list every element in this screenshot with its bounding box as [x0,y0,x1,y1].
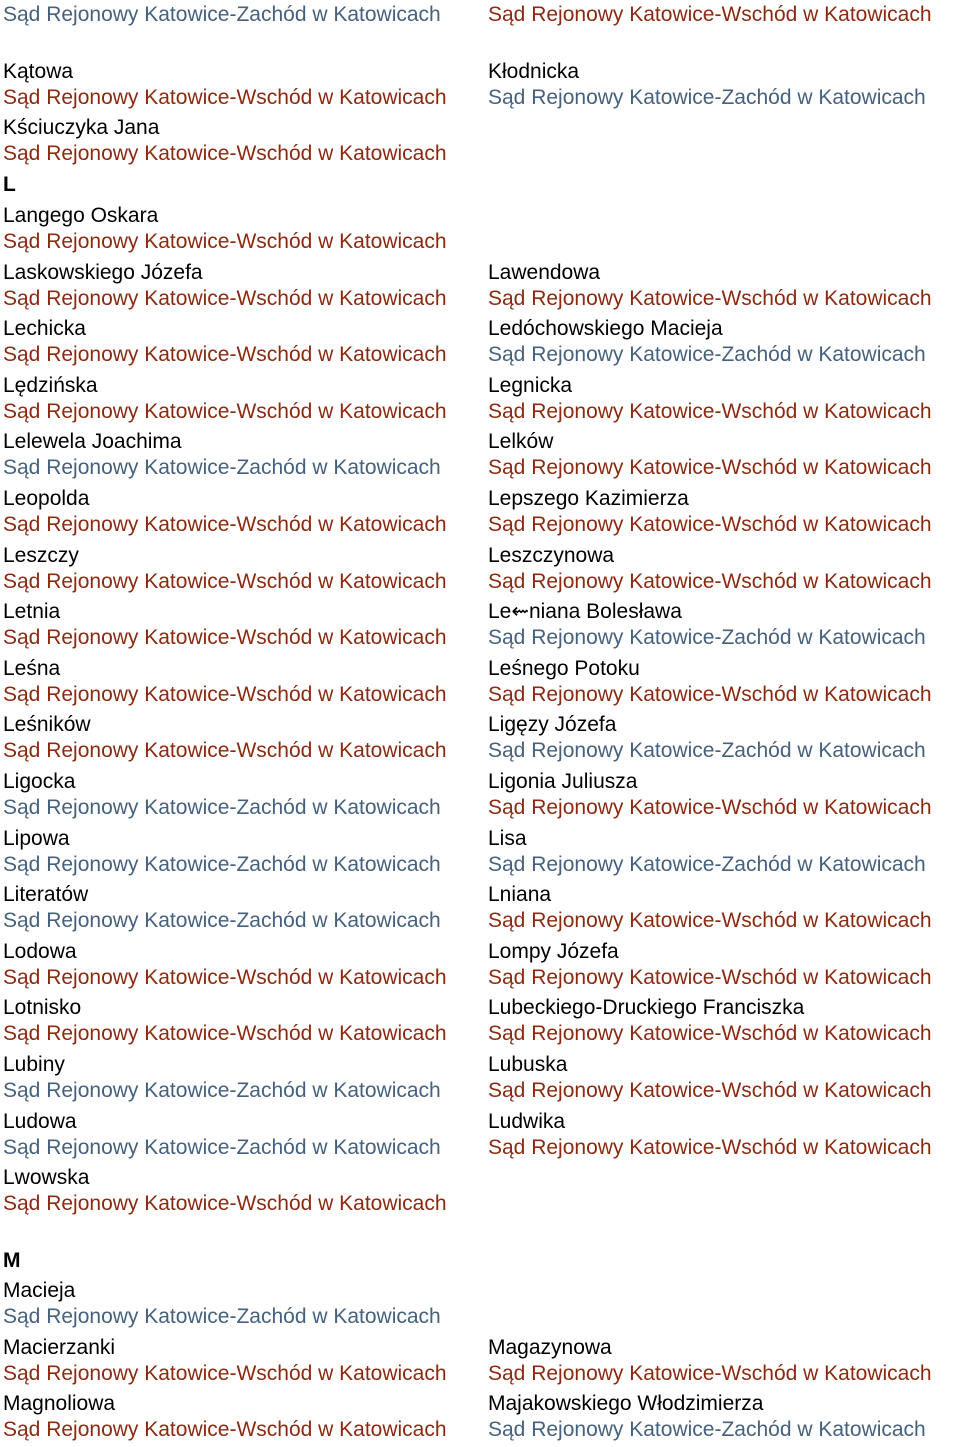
street-name: Lipowa [3,826,70,850]
court-name: Sąd Rejonowy Katowice-Wschód w Katowicach [488,682,932,706]
street-entry [3,1109,483,1161]
street-name: Lelewela Joachima [3,430,182,454]
street-entry [3,1278,483,1330]
court-name: Sąd Rejonowy Katowice-Zachód w Katowicach [3,1079,441,1102]
street-entry [488,599,958,651]
court-name: Sąd Rejonowy Katowice-Wschód w Katowicach [3,1418,447,1442]
court-name: Sąd Rejonowy Katowice-Wschód w Katowicach [488,909,932,933]
street-entry [488,1391,958,1443]
street-entry [3,203,483,255]
street-entry [3,115,483,167]
street-entry [3,882,483,934]
court-name: Sąd Rejonowy Katowice-Zachód w Katowicach [488,852,926,876]
street-entry [488,769,958,821]
street-name: Lwowska [3,1166,90,1190]
street-name: Kątowa [3,59,74,83]
street-name: Literatów [3,883,89,907]
court-name: Sąd Rejonowy Katowice-Wschód w Katowicach [488,1079,932,1102]
street-name: Legnicka [488,373,573,397]
court-name: Sąd Rejonowy Katowice-Wschód w Katowicach [3,230,447,253]
street-name: Kściuczyka Jana [3,116,160,140]
street-entry [488,1052,958,1104]
street-entry [3,316,483,368]
street-entry [488,260,958,312]
street-name: Ludowa [3,1109,77,1133]
street-name: Macierzanki [3,1335,116,1359]
street-name: Letnia [3,600,61,624]
street-entry [488,316,958,368]
street-entry [488,373,958,425]
section-letter-m: M [3,1249,21,1272]
street-name: Lędzińska [3,373,98,397]
court-name: Sąd Rejonowy Katowice-Zachód w Katowicach [3,3,441,26]
court-name: Sąd Rejonowy Katowice-Wschód w Katowicach [3,1361,447,1385]
street-name: Leopolda [3,487,90,510]
street-entry [488,429,958,481]
street-entry [3,712,483,764]
street-name: Magnoliowa [3,1392,116,1416]
street-name: Lepszego Kazimierza [488,487,689,510]
court-name: Sąd Rejonowy Katowice-Zachód w Katowicach [3,1305,441,1328]
street-name: Lniana [488,883,552,907]
street-entry [488,712,958,764]
court-name: Sąd Rejonowy Katowice-Wschód w Katowicach [3,682,447,706]
street-name: Macieja [3,1279,76,1302]
court-name: Sąd Rejonowy Katowice-Wschód w Katowicach [3,965,447,989]
court-name: Sąd Rejonowy Katowice-Wschód w Katowicach [3,739,447,763]
court-name: Sąd Rejonowy Katowice-Zachód w Katowicach [488,85,926,109]
court-name: Sąd Rejonowy Katowice-Zachód w Katowicach [3,852,441,876]
court-name: Sąd Rejonowy Katowice-Zachód w Katowicach [3,796,441,819]
street-entry [3,1165,483,1217]
court-name: Sąd Rejonowy Katowice-Zachód w Katowicach [3,456,441,480]
court-name: Sąd Rejonowy Katowice-Wschód w Katowicach [3,626,447,650]
street-name: Lubuska [488,1053,568,1076]
court-name: Sąd Rejonowy Katowice-Wschód w Katowicach [488,569,932,593]
street-name: Leśna [3,656,61,680]
court-name: Sąd Rejonowy Katowice-Wschód w Katowicach [488,796,932,819]
street-entry [3,373,483,425]
court-name: Sąd Rejonowy Katowice-Zachód w Katowicach [488,626,926,650]
street-entry [488,2,958,28]
street-entry [488,1335,958,1387]
court-name: Sąd Rejonowy Katowice-Zachód w Katowicach [488,343,926,367]
court-name: Sąd Rejonowy Katowice-Zachód w Katowicach [488,1418,926,1442]
street-entry [3,260,483,312]
street-entry [3,2,483,28]
street-name: Leśników [3,713,91,737]
street-entry [3,543,483,595]
court-name: Sąd Rejonowy Katowice-Wschód w Katowicach [488,3,932,26]
street-entry [3,429,483,481]
court-name: Sąd Rejonowy Katowice-Wschód w Katowicach [488,1135,932,1159]
court-name: Sąd Rejonowy Katowice-Wschód w Katowicach [488,965,932,989]
court-name: Sąd Rejonowy Katowice-Wschód w Katowicach [488,399,932,423]
street-name: Lodowa [3,939,77,963]
court-name: Sąd Rejonowy Katowice-Wschód w Katowicach [488,1361,932,1385]
court-name: Sąd Rejonowy Katowice-Wschód w Katowicach [3,343,447,367]
court-name: Sąd Rejonowy Katowice-Wschód w Katowicach [488,286,932,310]
street-entry [3,59,483,111]
street-entry [488,826,958,878]
street-entry [488,486,958,538]
court-name: Sąd Rejonowy Katowice-Wschód w Katowicach [3,85,447,109]
street-entry [488,882,958,934]
court-name: Sąd Rejonowy Katowice-Wschód w Katowicach [3,142,447,166]
street-entry [3,939,483,991]
street-name: Leszczynowa [488,543,615,567]
court-name: Sąd Rejonowy Katowice-Wschód w Katowicach [3,513,447,536]
street-name: Magazynowa [488,1335,612,1359]
street-entry [3,995,483,1047]
street-name: Leśnego Potoku [488,656,640,680]
street-entry [488,1109,958,1161]
court-name: Sąd Rejonowy Katowice-Wschód w Katowicach [488,1022,932,1046]
street-name: Langego Oskara [3,204,159,227]
court-name: Sąd Rejonowy Katowice-Wschód w Katowicach [488,513,932,536]
court-name: Sąd Rejonowy Katowice-Wschód w Katowicach [3,1022,447,1046]
court-name: Sąd Rejonowy Katowice-Wschód w Katowicach [3,1192,447,1216]
section-letter-l: L [3,173,16,196]
court-name: Sąd Rejonowy Katowice-Zachód w Katowicach [488,739,926,763]
street-name: Lompy Józefa [488,939,619,963]
street-entry [3,1391,483,1443]
street-entry [3,826,483,878]
street-name: Ligonia Juliusza [488,770,638,793]
street-name: Ledóchowskiego Macieja [488,317,723,341]
street-name: Ligocka [3,770,76,793]
street-name: Ludwika [488,1109,566,1133]
street-name: Kłodnicka [488,59,580,83]
street-name: Majakowskiego Włodzimierza [488,1392,764,1416]
street-name: Le⇜niana Bolesława [488,600,682,624]
street-name: Lelków [488,430,554,454]
street-entry [488,995,958,1047]
court-name: Sąd Rejonowy Katowice-Zachód w Katowicach [3,1135,441,1159]
street-name: Laskowskiego Józefa [3,260,203,284]
street-name: Lotnisko [3,996,82,1020]
street-entry [3,1335,483,1387]
court-name: Sąd Rejonowy Katowice-Wschód w Katowicach [3,286,447,310]
street-entry [3,769,483,821]
street-entry [3,1052,483,1104]
street-name: Lechicka [3,317,86,341]
street-name: Lubiny [3,1053,65,1076]
street-entry [488,543,958,595]
court-name: Sąd Rejonowy Katowice-Wschód w Katowicach [3,569,447,593]
street-name: Lubeckiego-Druckiego Franciszka [488,996,805,1020]
street-name: Lawendowa [488,260,601,284]
street-entry [488,656,958,708]
street-entry [488,59,958,111]
street-entry [488,939,958,991]
street-entry [3,656,483,708]
street-name: Ligęzy Józefa [488,713,617,737]
street-name: Lisa [488,826,527,850]
street-entry [3,486,483,538]
court-name: Sąd Rejonowy Katowice-Wschód w Katowicach [488,456,932,480]
court-name: Sąd Rejonowy Katowice-Zachód w Katowicach [3,909,441,933]
street-name: Leszczy [3,543,79,567]
street-entry [3,599,483,651]
court-name: Sąd Rejonowy Katowice-Wschód w Katowicach [3,399,447,423]
